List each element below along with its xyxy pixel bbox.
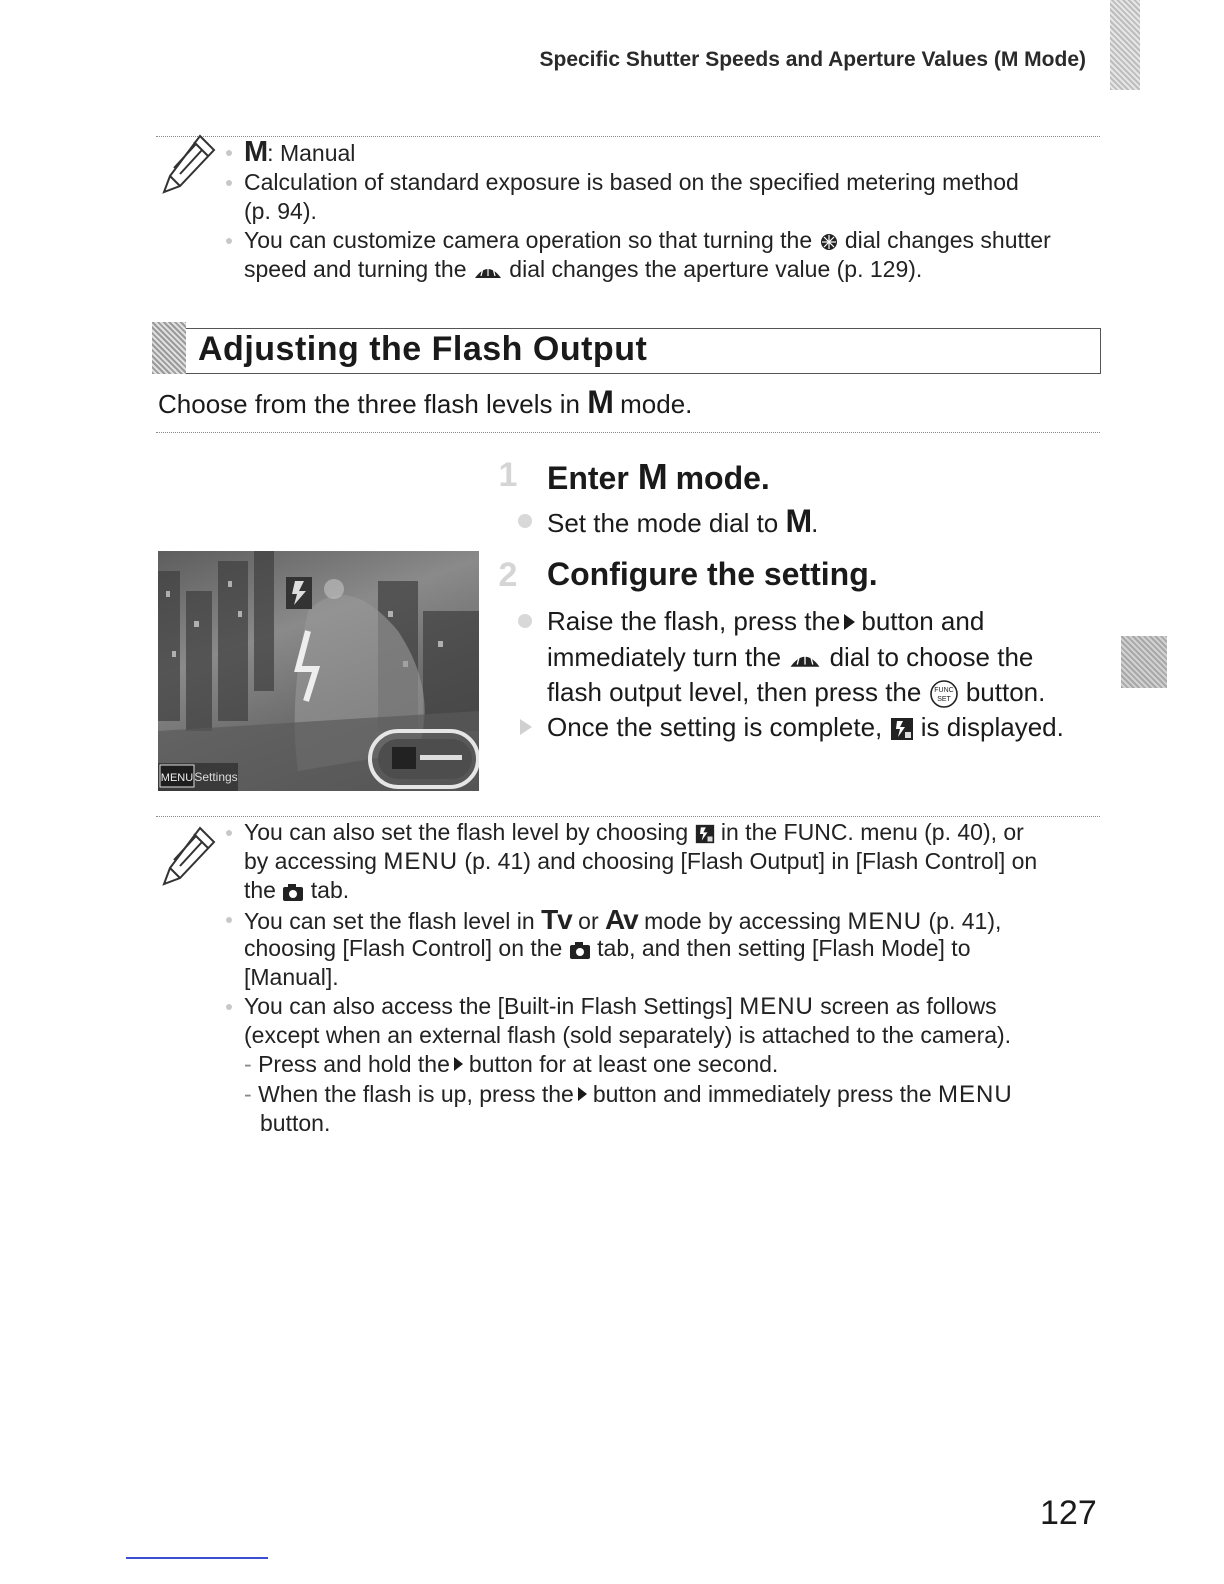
note-divider-bottom — [156, 816, 1100, 817]
pencil-note-icon — [160, 822, 220, 892]
step-instruction: flash output level, then press the FUNC SET button. — [547, 674, 1045, 710]
note-manual: M: Manual — [244, 136, 356, 168]
note-calculation-line1: Calculation of standard exposure is based on the specified metering method — [244, 169, 1019, 195]
note-tv-av-line3: [Manual]. — [244, 964, 339, 990]
page-number: 127 — [1040, 1494, 1097, 1532]
control-dial-icon — [473, 262, 503, 280]
step-title: Configure the setting. — [547, 556, 878, 592]
intro-divider — [156, 432, 1100, 433]
camera-tab-icon — [282, 882, 304, 902]
section-intro: Choose from the three flash levels in M mode. — [158, 384, 693, 420]
note-tv-av-line2: choosing [Flash Control] on the tab, and then setting [Flash Mode] to — [244, 935, 971, 961]
flash-right-button-icon — [578, 1087, 587, 1101]
flash-output-icon — [890, 717, 914, 741]
chapter-edge-tab — [1110, 0, 1140, 90]
section-title: Adjusting the Flash Output — [198, 330, 648, 368]
control-dial-icon — [788, 649, 822, 669]
note-builtin-line1: You can also access the [Built-in Flash Settings] MENU screen as follows — [244, 993, 997, 1020]
step-instruction: immediately turn the dial to choose the — [547, 642, 1034, 672]
step-number: 2 — [498, 556, 518, 594]
section-heading-stripe — [152, 322, 186, 374]
flash-output-icon — [695, 824, 715, 844]
step-title: Enter M mode. — [547, 456, 770, 497]
note-tv-av-line1: You can set the flash level in Tv or Av mode by accessing MENU (p. 41), — [244, 904, 1002, 935]
note-builtin-line2: (except when an external flash (sold separately) is attached to the camera). — [244, 1022, 1012, 1048]
svg-text:SET: SET — [936, 696, 951, 704]
pencil-note-icon — [160, 130, 220, 200]
note-builtin-sub1: - Press and hold the button for at least one second. — [244, 1051, 779, 1077]
note-builtin-sub2: - When the flash is up, press the button and immediately press the MENU — [244, 1081, 1013, 1108]
camera-tab-icon — [569, 940, 591, 960]
func-set-button-icon — [929, 679, 959, 709]
flash-right-button-icon — [844, 614, 855, 630]
note-customize-line2: speed and turning the dial changes the aperture value (p. 129). — [244, 256, 923, 282]
note-func-line3: the tab. — [244, 877, 350, 903]
step-instruction: Raise the flash, press the button and — [547, 606, 985, 636]
svg-text:FUNC: FUNC — [933, 687, 954, 695]
note-func-line1: You can also set the flash level by choosing in the FUNC. menu (p. 40), or — [244, 819, 1024, 845]
step-instruction: Set the mode dial to M. — [547, 503, 819, 539]
footer-rule — [126, 1557, 268, 1559]
note-calculation-line2: (p. 94). — [244, 198, 317, 224]
note-func-line2: by accessing MENU (p. 41) and choosing [Flash Output] in [Flash Control] on — [244, 848, 1038, 875]
section-edge-tab — [1121, 636, 1167, 688]
screen-settings-label: Settings — [194, 770, 238, 784]
step-result: Once the setting is complete, is displayed. — [547, 712, 1064, 742]
camera-screen-image — [158, 551, 479, 791]
note-builtin-sub2-cont: button. — [260, 1110, 331, 1136]
front-dial-icon — [819, 232, 839, 252]
step-number: 1 — [498, 456, 518, 494]
note-customize-line1: You can customize camera operation so that turning the dial changes shutter — [244, 227, 1051, 253]
running-header: Specific Shutter Speeds and Aperture Values (M Mode) — [539, 48, 1086, 71]
flash-right-button-icon — [454, 1057, 463, 1071]
note-divider-top — [156, 136, 1100, 137]
screen-menu-label: MENU — [160, 772, 194, 784]
